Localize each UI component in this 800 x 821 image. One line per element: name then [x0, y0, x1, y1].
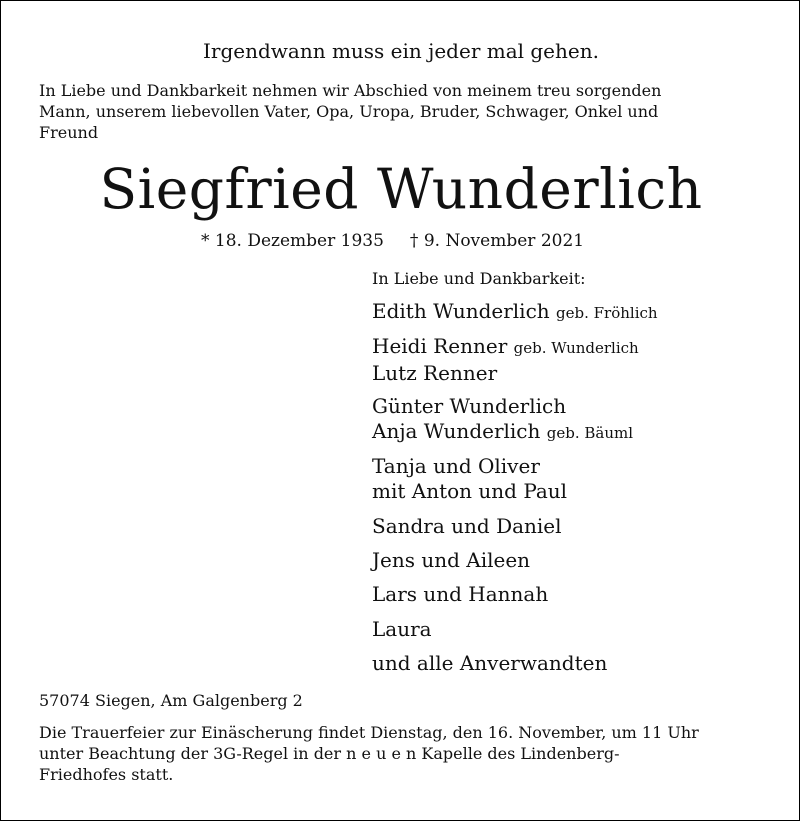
- mourner-name: und alle Anverwandten: [372, 651, 608, 675]
- mourner-group: [372, 651, 607, 676]
- life-dates: [201, 231, 584, 251]
- mourner-group: [372, 548, 530, 573]
- notice-line: unter Beachtung der 3G-Regel in der n e u e n Kapelle des Lindenberg-: [39, 744, 620, 763]
- mourner-line: [372, 419, 633, 446]
- maiden-name: geb. Bäuml: [546, 424, 634, 442]
- intro-line: Freund: [39, 123, 99, 142]
- mourner-name: Edith Wunderlich: [372, 299, 550, 323]
- intro-text: [39, 80, 769, 143]
- mourner-name: mit Anton und Paul: [372, 479, 568, 503]
- mourner-name: Anja Wunderlich: [372, 419, 541, 443]
- maiden-name: geb. Fröhlich: [556, 304, 658, 322]
- notice-line: Friedhofes statt.: [39, 765, 174, 784]
- mourner-group: [372, 334, 639, 386]
- funeral-notice: [39, 722, 779, 785]
- mourner-name: Laura: [372, 617, 432, 641]
- deceased-name: Siegfried Wunderlich: [99, 157, 703, 221]
- mourner-group: [372, 394, 633, 446]
- mourner-name: Jens und Aileen: [372, 548, 531, 572]
- mourner-group: [372, 582, 548, 607]
- notice-line: Die Trauerfeier zur Einäscherung findet Dienstag, den 16. November, um 11 Uhr: [39, 723, 699, 742]
- birth-date: * 18. Dezember 1935: [201, 231, 384, 251]
- motto: Irgendwann muss ein jeder mal gehen.: [203, 39, 599, 63]
- intro-line: Mann, unserem liebevollen Vater, Opa, Uropa, Bruder, Schwager, Onkel und: [39, 102, 659, 121]
- mourner-name: Tanja und Oliver: [372, 454, 540, 478]
- address: 57074 Siegen, Am Galgenberg 2: [39, 691, 303, 710]
- mourner-name: Lutz Renner: [372, 361, 498, 385]
- mourner-group: [372, 299, 658, 326]
- mourner-name: Lars und Hannah: [372, 582, 549, 606]
- mourner-group: [372, 514, 562, 539]
- mourners-heading: In Liebe und Dankbarkeit:: [372, 269, 586, 288]
- mourner-group: [372, 617, 432, 642]
- mourner-name: Günter Wunderlich: [372, 394, 567, 418]
- maiden-name: geb. Wunderlich: [513, 339, 639, 357]
- intro-line: In Liebe und Dankbarkeit nehmen wir Abschied von meinem treu sorgenden: [39, 81, 662, 100]
- mourner-name: Sandra und Daniel: [372, 514, 562, 538]
- mourner-name: Heidi Renner: [372, 334, 508, 358]
- mourner-line: [372, 334, 639, 361]
- death-date: † 9. November 2021: [409, 231, 585, 251]
- mourner-line: [372, 299, 658, 326]
- mourner-group: [372, 454, 567, 504]
